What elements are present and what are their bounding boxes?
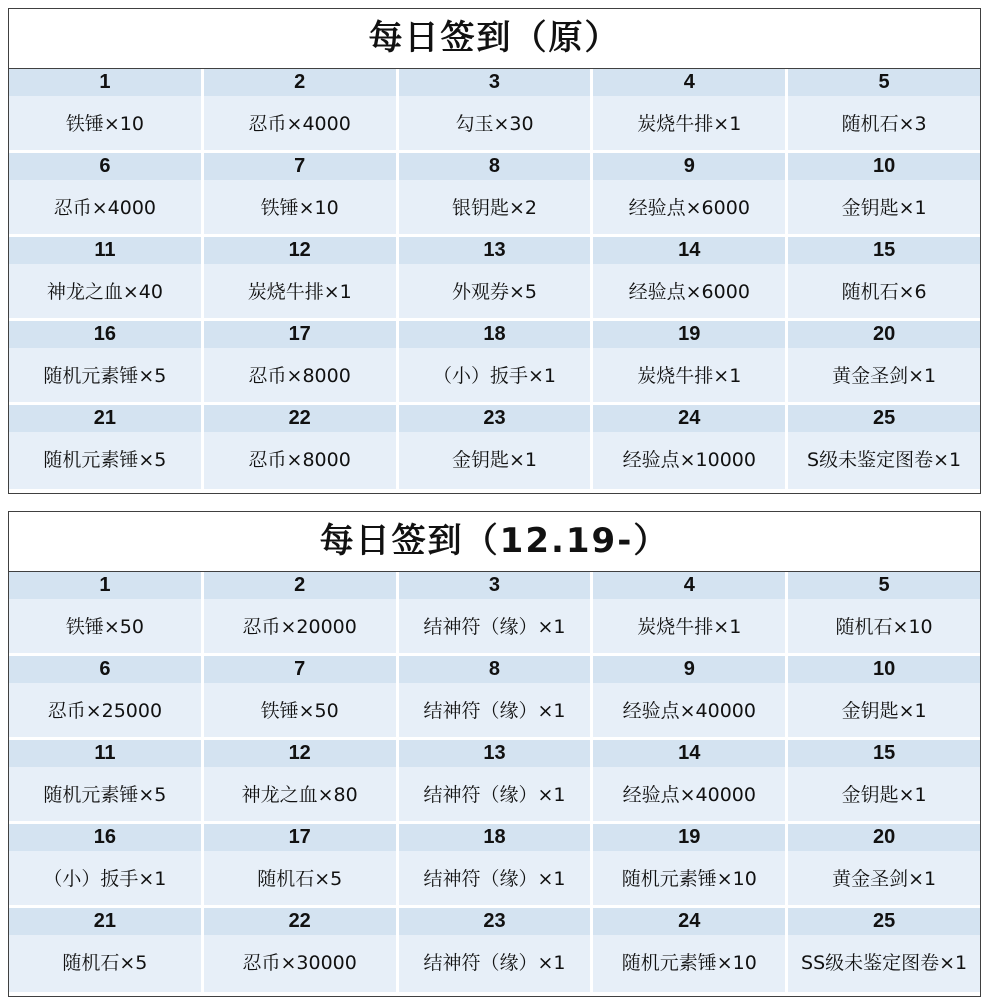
reward-text: 炭烧牛排×1 <box>593 599 785 656</box>
reward-text: 忍币×20000 <box>204 599 396 656</box>
day-number: 6 <box>9 656 201 683</box>
reward-text: 铁锤×10 <box>204 180 396 237</box>
day-number: 19 <box>593 321 785 348</box>
day-cell <box>204 153 396 237</box>
day-cell <box>204 908 396 992</box>
day-number: 16 <box>9 321 201 348</box>
day-number: 4 <box>593 69 785 96</box>
day-number: 11 <box>9 237 201 264</box>
table-title: 每日签到（12.19-） <box>9 512 980 572</box>
reward-text: 铁锤×50 <box>204 683 396 740</box>
reward-text: 随机元素锤×10 <box>593 935 785 992</box>
reward-text: 黄金圣剑×1 <box>788 851 980 908</box>
day-number: 24 <box>593 405 785 432</box>
day-number: 25 <box>788 908 980 935</box>
reward-text: 外观券×5 <box>399 264 591 321</box>
reward-text: 经验点×6000 <box>593 180 785 237</box>
day-number: 18 <box>399 321 591 348</box>
signin-table-new <box>8 511 981 997</box>
reward-text: 忍币×4000 <box>204 96 396 153</box>
table-title: 每日签到（原） <box>9 9 980 69</box>
day-number: 14 <box>593 740 785 767</box>
reward-text: 铁锤×50 <box>9 599 201 656</box>
day-number: 5 <box>788 572 980 599</box>
day-cell <box>9 237 201 321</box>
reward-text: 结神符（缘）×1 <box>399 599 591 656</box>
reward-text: 随机元素锤×5 <box>9 767 201 824</box>
reward-text: 神龙之血×80 <box>204 767 396 824</box>
day-number: 3 <box>399 572 591 599</box>
day-number: 21 <box>9 908 201 935</box>
day-number: 1 <box>9 572 201 599</box>
day-number: 9 <box>593 656 785 683</box>
day-number: 20 <box>788 321 980 348</box>
reward-text: 炭烧牛排×1 <box>593 348 785 405</box>
reward-text: S级未鉴定图卷×1 <box>788 432 980 489</box>
reward-text: SS级未鉴定图卷×1 <box>788 935 980 992</box>
day-number: 8 <box>399 656 591 683</box>
day-number: 1 <box>9 69 201 96</box>
day-cell <box>788 824 980 908</box>
day-cell <box>204 824 396 908</box>
reward-text: 忍币×8000 <box>204 348 396 405</box>
reward-text: 经验点×40000 <box>593 683 785 740</box>
signin-table-original <box>8 8 981 494</box>
day-cell <box>399 405 591 489</box>
day-cell <box>593 740 785 824</box>
day-cell <box>788 740 980 824</box>
day-cell <box>399 908 591 992</box>
day-cell <box>204 69 396 153</box>
day-cell <box>399 153 591 237</box>
reward-text: （小）扳手×1 <box>399 348 591 405</box>
day-cell <box>9 656 201 740</box>
reward-text: 随机石×5 <box>204 851 396 908</box>
reward-text: 经验点×6000 <box>593 264 785 321</box>
reward-text: 经验点×40000 <box>593 767 785 824</box>
day-cell <box>788 908 980 992</box>
reward-text: 神龙之血×40 <box>9 264 201 321</box>
day-number: 12 <box>204 237 396 264</box>
day-number: 6 <box>9 153 201 180</box>
day-number: 17 <box>204 321 396 348</box>
reward-text: 结神符（缘）×1 <box>399 851 591 908</box>
reward-text: 忍币×25000 <box>9 683 201 740</box>
day-number: 19 <box>593 824 785 851</box>
day-cell <box>399 321 591 405</box>
reward-text: 忍币×8000 <box>204 432 396 489</box>
day-number: 11 <box>9 740 201 767</box>
day-cell <box>593 69 785 153</box>
day-cell <box>593 572 785 656</box>
day-number: 10 <box>788 153 980 180</box>
day-number: 12 <box>204 740 396 767</box>
day-cell <box>593 824 785 908</box>
day-number: 23 <box>399 908 591 935</box>
day-number: 25 <box>788 405 980 432</box>
day-number: 10 <box>788 656 980 683</box>
day-cell <box>593 908 785 992</box>
day-cell <box>788 153 980 237</box>
day-number: 22 <box>204 405 396 432</box>
day-cell <box>9 405 201 489</box>
day-number: 18 <box>399 824 591 851</box>
reward-text: 金钥匙×1 <box>399 432 591 489</box>
reward-text: 炭烧牛排×1 <box>204 264 396 321</box>
day-cell <box>9 572 201 656</box>
day-number: 14 <box>593 237 785 264</box>
day-cell <box>204 237 396 321</box>
day-cell <box>593 321 785 405</box>
day-number: 24 <box>593 908 785 935</box>
day-cell <box>204 740 396 824</box>
reward-text: 随机元素锤×5 <box>9 432 201 489</box>
reward-grid <box>9 572 980 992</box>
day-number: 8 <box>399 153 591 180</box>
day-cell <box>204 656 396 740</box>
reward-text: 经验点×10000 <box>593 432 785 489</box>
day-number: 23 <box>399 405 591 432</box>
day-cell <box>204 572 396 656</box>
reward-text: 随机石×10 <box>788 599 980 656</box>
day-cell <box>593 237 785 321</box>
day-cell <box>399 740 591 824</box>
day-number: 4 <box>593 572 785 599</box>
day-cell <box>788 405 980 489</box>
reward-text: 金钥匙×1 <box>788 683 980 740</box>
reward-text: 黄金圣剑×1 <box>788 348 980 405</box>
reward-text: 随机元素锤×10 <box>593 851 785 908</box>
day-cell <box>399 237 591 321</box>
reward-text: （小）扳手×1 <box>9 851 201 908</box>
reward-text: 随机元素锤×5 <box>9 348 201 405</box>
day-number: 15 <box>788 740 980 767</box>
reward-text: 随机石×5 <box>9 935 201 992</box>
day-cell <box>9 321 201 405</box>
day-cell <box>399 656 591 740</box>
reward-text: 银钥匙×2 <box>399 180 591 237</box>
day-cell <box>788 656 980 740</box>
day-cell <box>204 321 396 405</box>
day-cell <box>9 153 201 237</box>
day-number: 22 <box>204 908 396 935</box>
day-cell <box>9 740 201 824</box>
day-cell <box>788 69 980 153</box>
reward-text: 随机石×6 <box>788 264 980 321</box>
day-number: 3 <box>399 69 591 96</box>
reward-text: 忍币×4000 <box>9 180 201 237</box>
reward-text: 忍币×30000 <box>204 935 396 992</box>
day-cell <box>399 824 591 908</box>
day-cell <box>593 405 785 489</box>
day-number: 2 <box>204 572 396 599</box>
day-number: 13 <box>399 237 591 264</box>
day-cell <box>399 572 591 656</box>
day-number: 21 <box>9 405 201 432</box>
day-cell <box>9 824 201 908</box>
day-number: 9 <box>593 153 785 180</box>
reward-text: 炭烧牛排×1 <box>593 96 785 153</box>
day-cell <box>399 69 591 153</box>
day-number: 2 <box>204 69 396 96</box>
reward-text: 铁锤×10 <box>9 96 201 153</box>
day-cell <box>9 908 201 992</box>
day-number: 15 <box>788 237 980 264</box>
day-number: 16 <box>9 824 201 851</box>
day-number: 17 <box>204 824 396 851</box>
day-cell <box>788 321 980 405</box>
day-number: 7 <box>204 656 396 683</box>
reward-text: 随机石×3 <box>788 96 980 153</box>
day-number: 7 <box>204 153 396 180</box>
day-cell <box>593 656 785 740</box>
day-cell <box>9 69 201 153</box>
reward-grid <box>9 69 980 489</box>
day-number: 20 <box>788 824 980 851</box>
reward-text: 结神符（缘）×1 <box>399 767 591 824</box>
day-number: 13 <box>399 740 591 767</box>
reward-text: 勾玉×30 <box>399 96 591 153</box>
day-cell <box>788 237 980 321</box>
reward-text: 结神符（缘）×1 <box>399 683 591 740</box>
day-cell <box>204 405 396 489</box>
reward-text: 金钥匙×1 <box>788 767 980 824</box>
day-cell <box>593 153 785 237</box>
day-cell <box>788 572 980 656</box>
day-number: 5 <box>788 69 980 96</box>
reward-text: 结神符（缘）×1 <box>399 935 591 992</box>
reward-text: 金钥匙×1 <box>788 180 980 237</box>
